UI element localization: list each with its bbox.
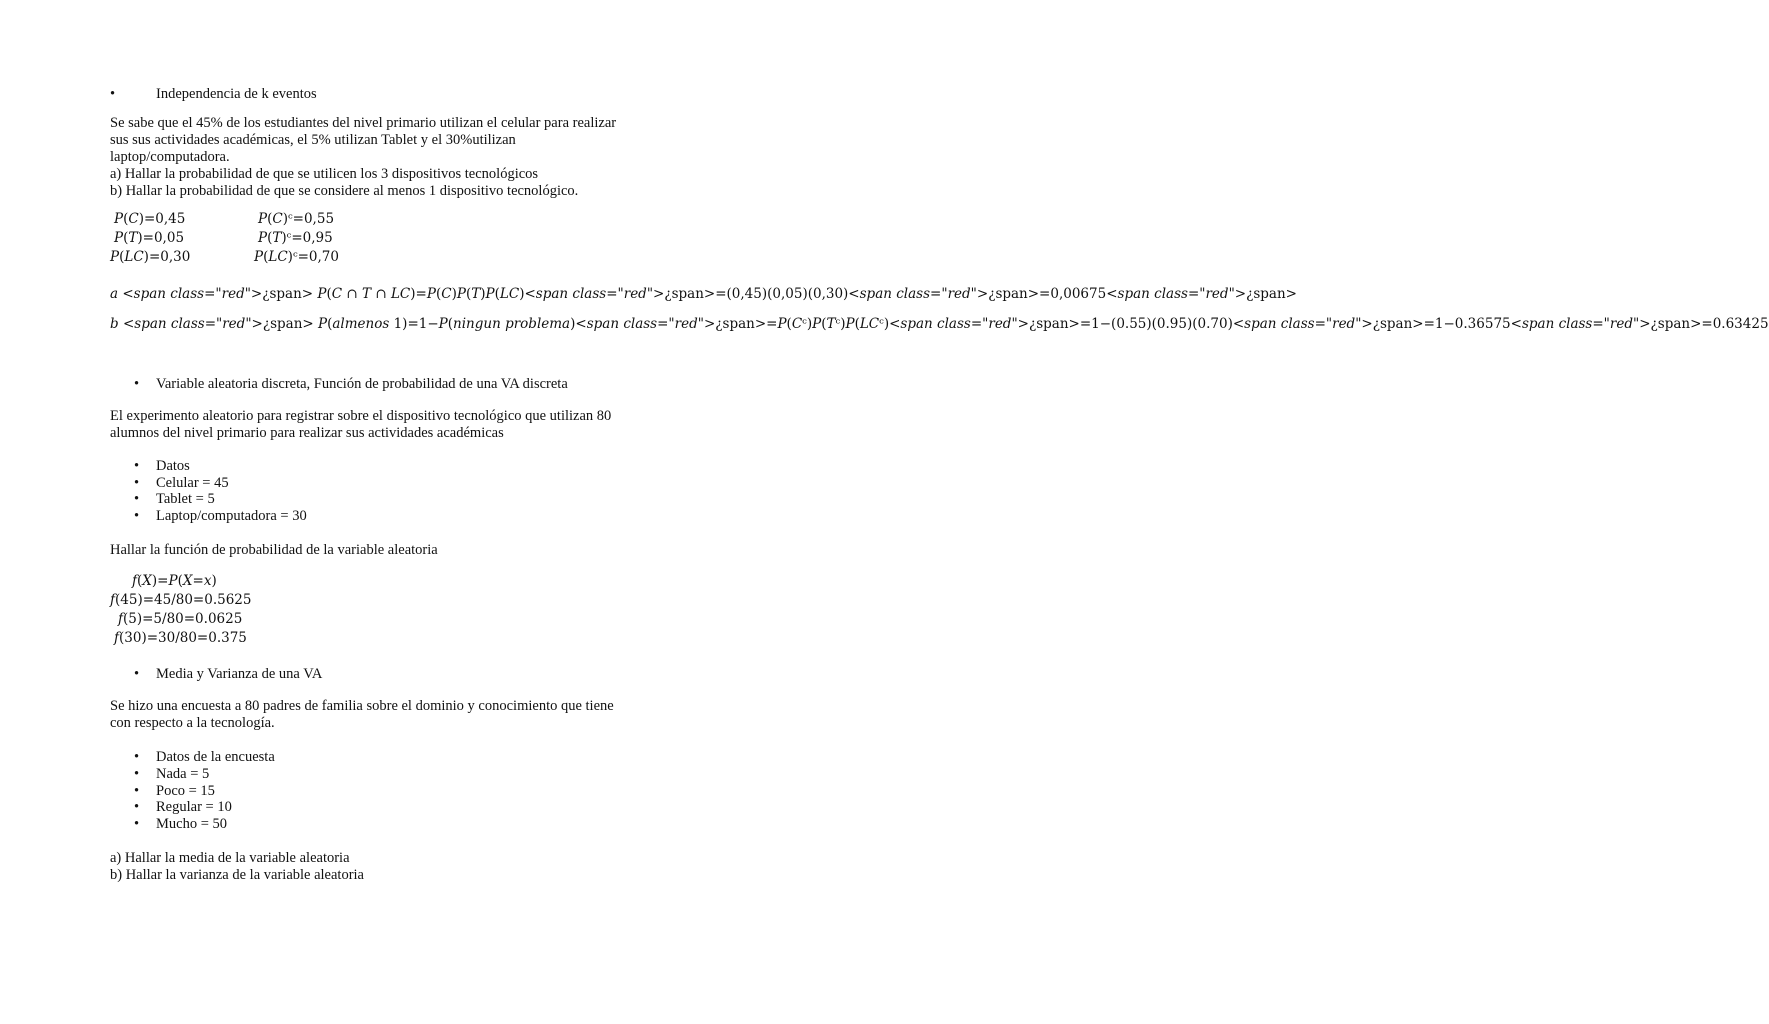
probability-function-formulas	[110, 572, 750, 648]
text-line: El experimento aleatorio para registrar sobre el dispositivo tecnológico que utilizan 80	[110, 408, 612, 424]
formula-p-lc-complement: P(LC)ᶜ=0,70	[254, 249, 339, 265]
formula-p-lc: P(LC)=0,30	[110, 249, 191, 265]
list-item: • Nada = 5	[134, 765, 210, 782]
formula-f-45: f(45)=45/80=0.5625	[110, 592, 252, 609]
list-item: • Mucho = 50	[134, 815, 228, 832]
list-datos-dispositivos	[110, 458, 750, 524]
document-page	[110, 86, 1769, 884]
task-text: b) Hallar la varianza de la variable aleatoria	[110, 867, 364, 884]
list-item: • Laptop/computadora = 30	[134, 507, 307, 524]
text-line: sus sus actividades académicas, el 5% utilizan Tablet y el 30%utilizan	[110, 132, 516, 148]
text-line: laptop/computadora.	[110, 149, 230, 165]
bullet-icon: •	[134, 376, 140, 392]
formula-f-30: f(30)=30/80=0.375	[114, 630, 247, 647]
paragraph-media-varianza	[110, 698, 750, 732]
formula-p-t-complement: P(T)ᶜ=0,95	[258, 230, 333, 246]
list-item: • Tablet = 5	[134, 491, 215, 508]
section-heading-media-varianza: • Media y Varianza de una VA	[134, 666, 323, 683]
paragraph-independencia	[110, 115, 750, 200]
probability-values	[110, 210, 750, 270]
list-item: • Datos de la encuesta	[134, 749, 275, 766]
bullet-icon: •	[110, 86, 116, 102]
text-line: con respecto a la tecnología.	[110, 715, 275, 732]
formula-p-t: P(T)=0,05	[114, 230, 185, 246]
list-item: • Poco = 15	[134, 782, 215, 799]
formula-part-b: b <span class="red">¿span> P(almenos 1)=1−P(ningun problema)<span class="red">¿span>=P(Cᶜ)P(Tᶜ)P(LCᶜ)<span class="red">¿span>=1−(0.55)(0.95)(0.70)<span class="red">¿span>=1−0.36575<span class="red">¿span>=0.63425	[110, 316, 1769, 332]
formula-p-c: P(C)=0,45	[114, 211, 186, 227]
formula-f-def: f(X)=P(X=x)	[132, 573, 217, 590]
text-line: a) Hallar la probabilidad de que se utilicen los 3 dispositivos tecnológicos	[110, 166, 539, 182]
tasks-media-varianza	[110, 850, 750, 884]
list-item: • Regular = 10	[134, 799, 232, 816]
list-datos-encuesta	[110, 749, 750, 832]
task-text: a) Hallar la media de la variable aleatoria	[110, 850, 350, 867]
text-line: b) Hallar la probabilidad de que se considere al menos 1 dispositivo tecnológico.	[110, 183, 579, 199]
section-heading-va-discreta: • Variable aleatoria discreta, Función de probabilidad de una VA discreta	[134, 376, 568, 392]
text-line: alumnos del nivel primario para realizar sus actividades académicas	[110, 425, 504, 441]
bullet-icon: •	[134, 666, 140, 683]
list-item: • Datos	[134, 458, 190, 474]
section-heading-independencia: • Independencia de k eventos	[110, 86, 317, 102]
formula-part-a: a <span class="red">¿span> P(C ∩ T ∩ LC)=P(C)P(T)P(LC)<span class="red">¿span>=(0,45)(0,05)(0,30)<span class="red">¿span>=0,00675<span class="red">¿span>	[110, 286, 1297, 302]
paragraph-va-discreta	[110, 408, 750, 442]
formula-f-5: f(5)=5/80=0.0625	[118, 611, 243, 628]
task-text: Hallar la función de probabilidad de la variable aleatoria	[110, 542, 438, 559]
list-item: • Celular = 45	[134, 474, 229, 491]
text-line: Se hizo una encuesta a 80 padres de familia sobre el dominio y conocimiento que tiene	[110, 698, 614, 715]
formula-p-c-complement: P(C)ᶜ=0,55	[258, 211, 335, 227]
text-line: Se sabe que el 45% de los estudiantes del nivel primario utilizan el celular para realizar	[110, 115, 617, 131]
